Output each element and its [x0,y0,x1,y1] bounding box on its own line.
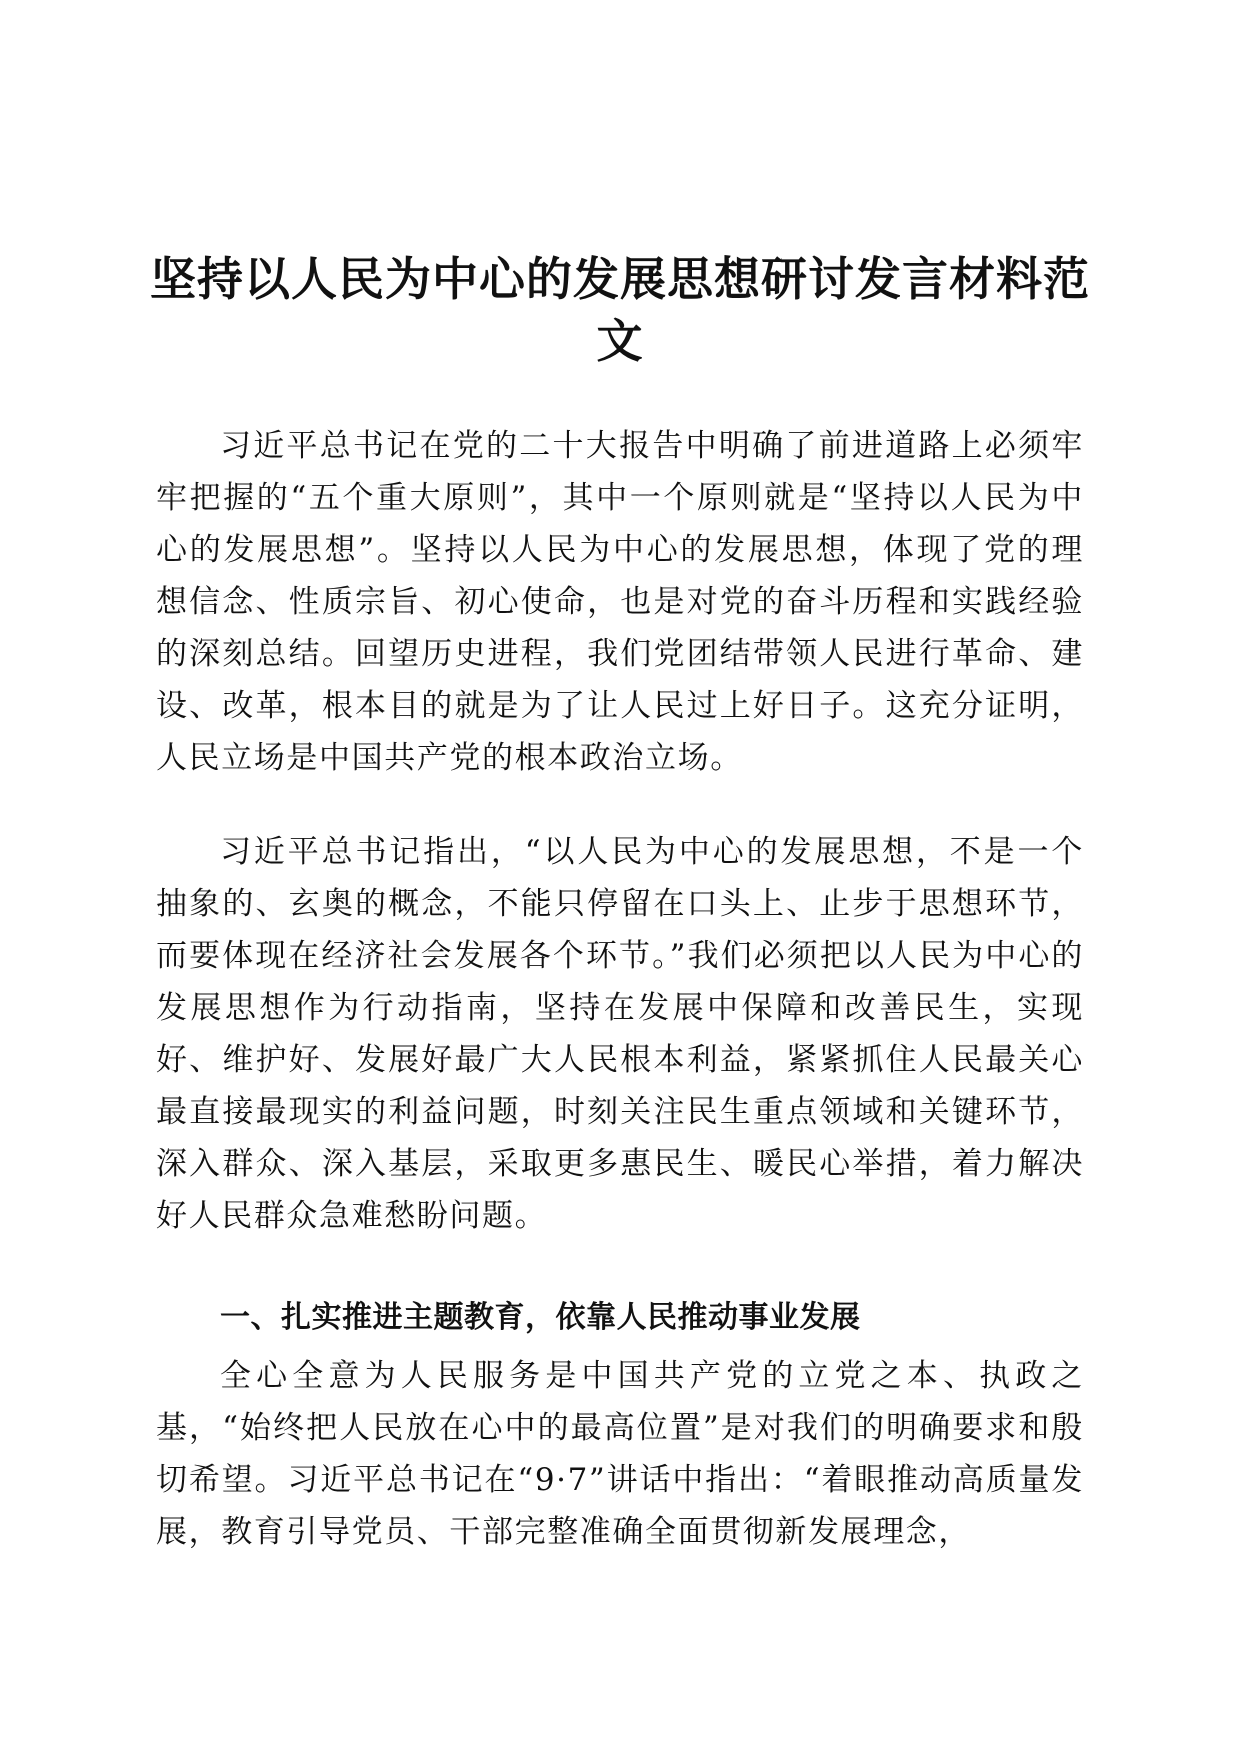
paragraph-quote: 习近平总书记指出，“以人民为中心的发展思想，不是一个抽象的、玄奥的概念，不能只停留在口头上、止步于思想环节，而要体现在经济社会发展各个环节。”我们必须把以人民为中心的发展思想作为行动指南，坚持在发展中保障和改善民生，实现好、维护好、发展好最广大人民根本利益，紧紧抓住人民最关心最直接最现实的利益问题，时刻关注民生重点领域和关键环节，深入群众、深入基层，采取更多惠民生、暖民心举措，着力解决好人民群众急难愁盼问题。 [156,834,1084,1234]
document-title: 坚持以人民为中心的发展思想研讨发言材料范文 [150,252,1090,368]
section-paragraph: 全心全意为人民服务是中国共产党的立党之本、执政之基，“始终把人民放在心中的最高位置”是对我们的明确要求和殷切希望。习近平总书记在“9·7”讲话中指出：“着眼推动高质量发展，教育引导党员、干部完整准确全面贯彻新发展理念， [156,1358,1084,1550]
section-heading: 一、扎实推进主题教育，依靠人民推动事业发展 [220,1300,861,1335]
paragraph-intro: 习近平总书记在党的二十大报告中明确了前进道路上必须牢牢把握的“五个重大原则”，其中一个原则就是“坚持以人民为中心的发展思想”。坚持以人民为中心的发展思想，体现了党的理想信念、性质宗旨、初心使命，也是对党的奋斗历程和实践经验的深刻总结。回望历史进程，我们党团结带领人民进行革命、建设、改革，根本目的就是为了让人民过上好日子。这充分证明，人民立场是中国共产党的根本政治立场。 [156,428,1084,776]
